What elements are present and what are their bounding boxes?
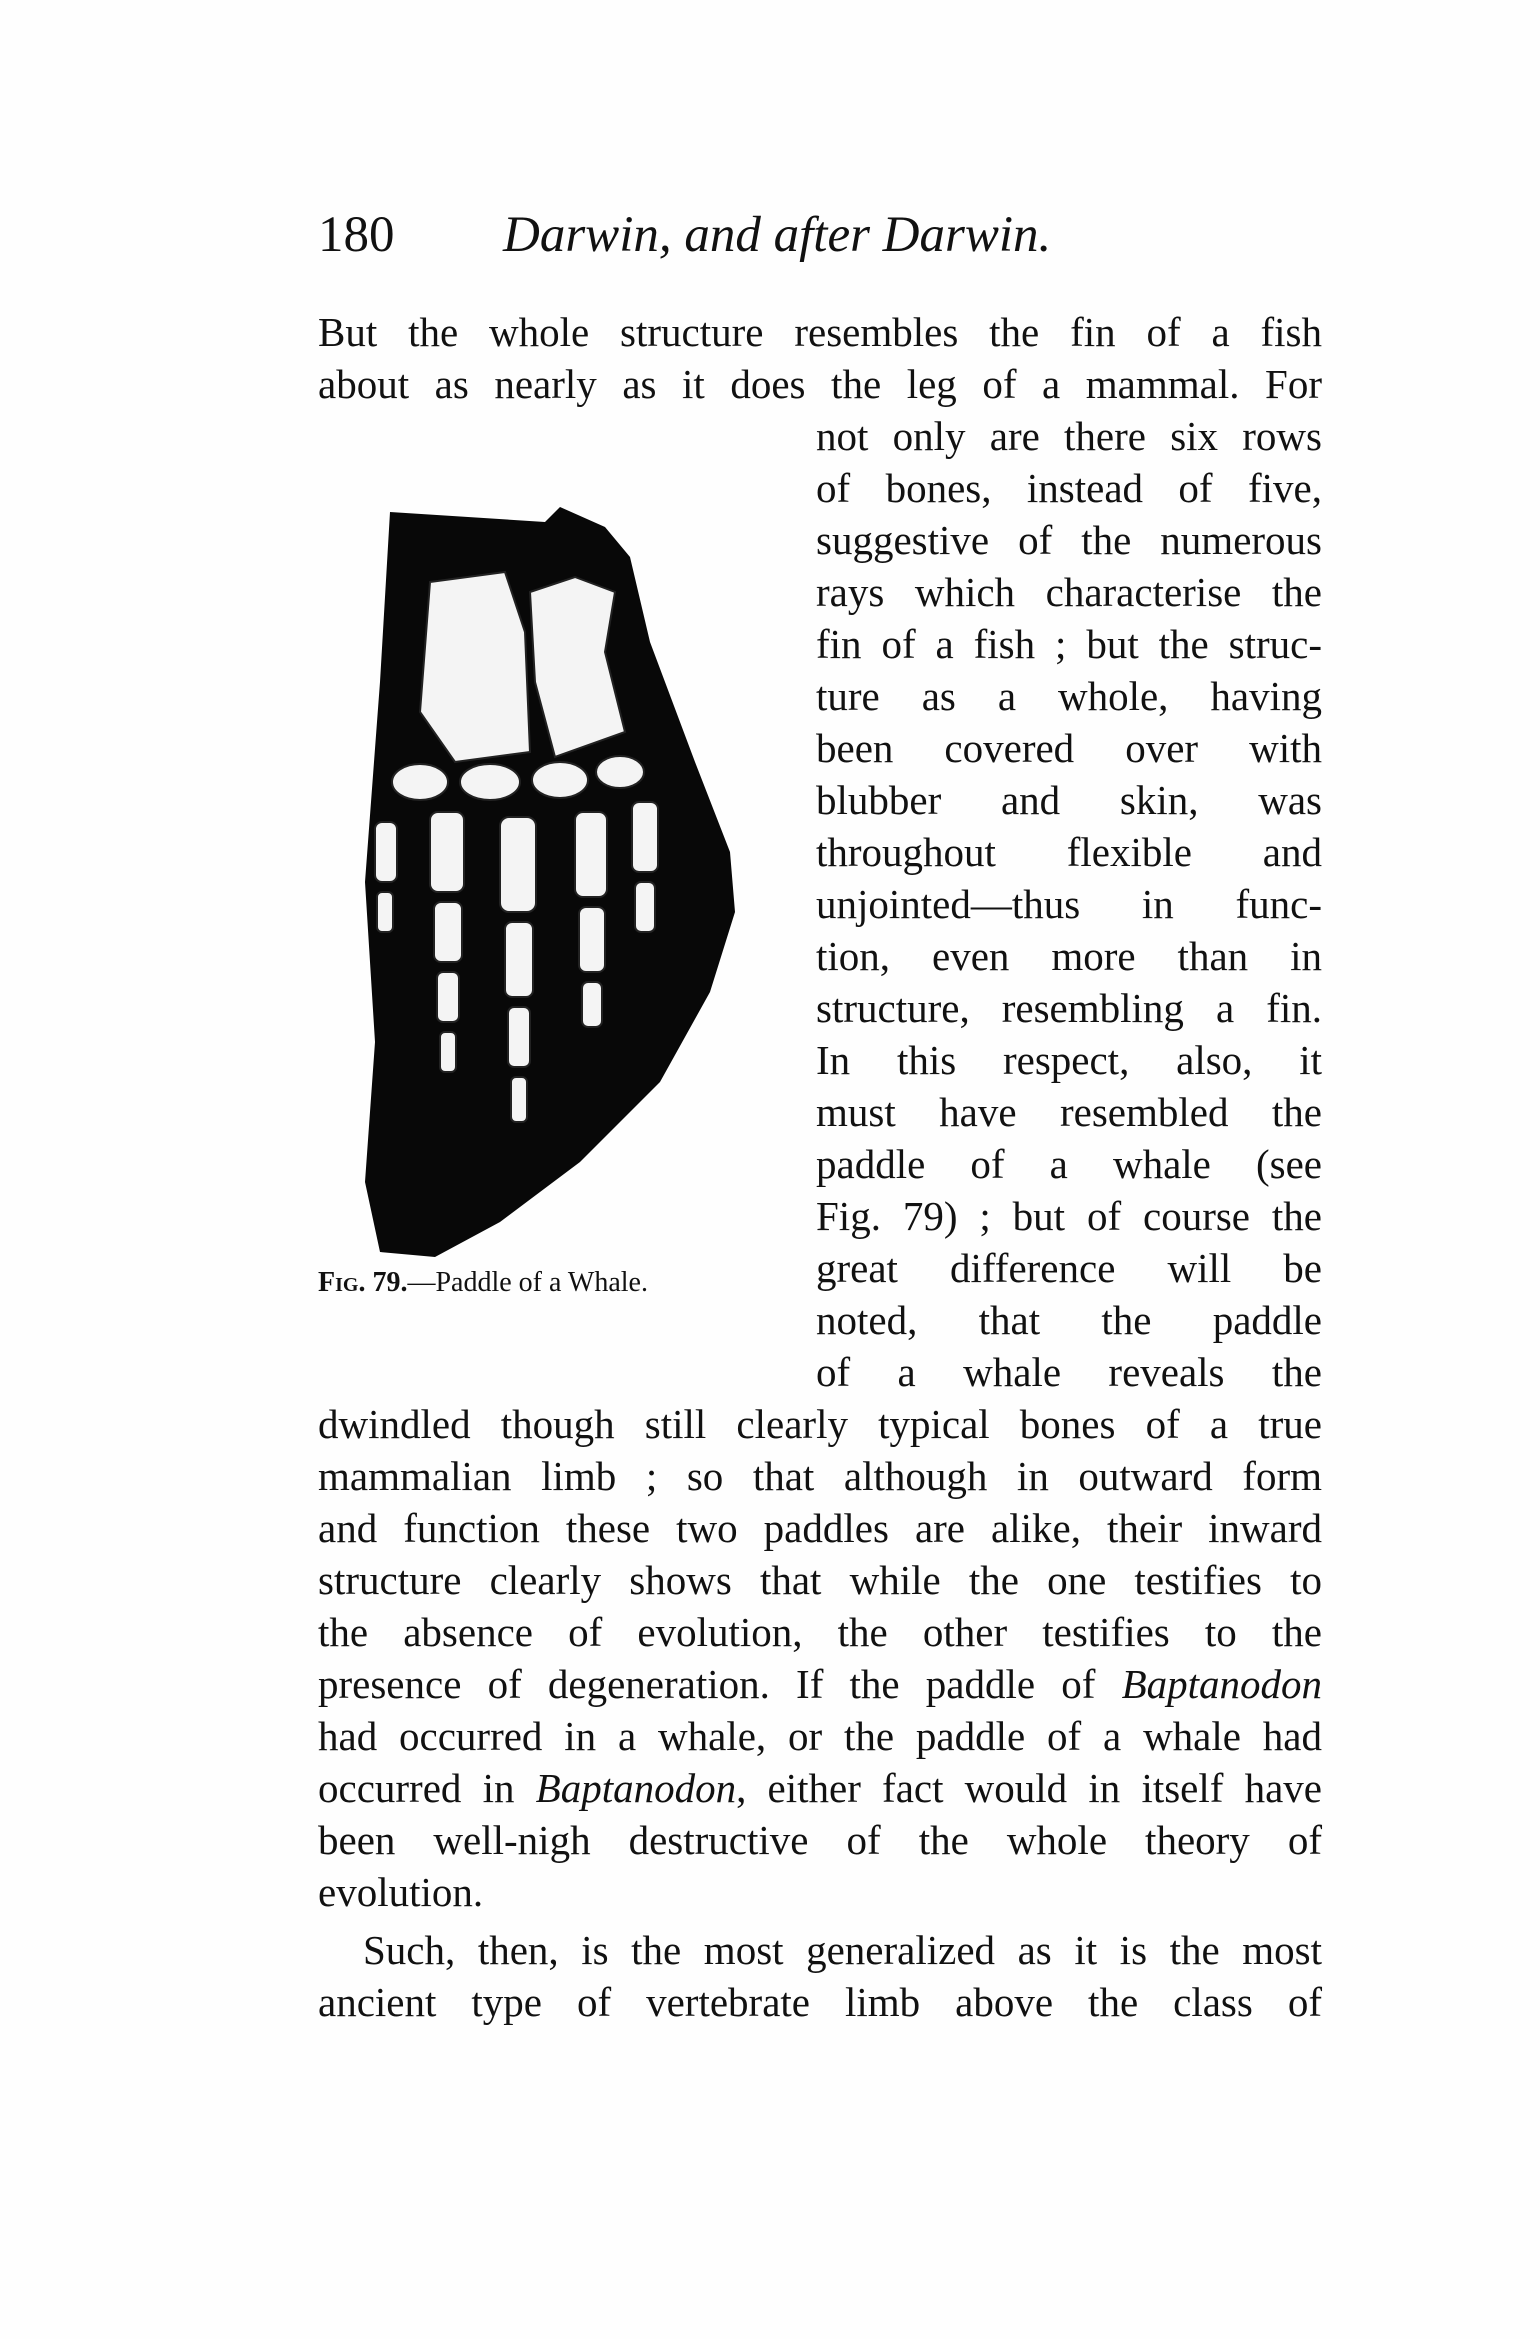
text-line: dwindled though still clearly typical bones of a true — [318, 1401, 1322, 1447]
text-line: mammalian limb ; so that although in outward form — [318, 1453, 1322, 1499]
text-line: evolution. — [318, 1869, 484, 1915]
text-line: presence of degeneration. If the paddle of Baptanodon — [318, 1661, 1322, 1707]
text-line: of a whale reveals the — [816, 1349, 1322, 1395]
text-line: been covered over with — [816, 725, 1322, 771]
running-header — [318, 205, 1328, 265]
text-line: been well-nigh destructive of the whole theory of — [318, 1817, 1322, 1863]
figure-number: Fig. 79. — [318, 1267, 408, 1298]
text-line: ture as a whole, having — [816, 673, 1322, 719]
text-line: had occurred in a whale, or the paddle of a whale had — [318, 1713, 1322, 1759]
text-line: rays which characterise the — [816, 569, 1322, 615]
text-line: But the whole structure resembles the fin of a fish — [318, 309, 1322, 355]
page-number: 180 — [318, 207, 395, 263]
text-line: tion, even more than in — [816, 933, 1322, 979]
text-line: great difference will be — [816, 1245, 1322, 1291]
text-line: of bones, instead of five, — [816, 465, 1322, 511]
text-line: suggestive of the numerous — [816, 517, 1322, 563]
text-line: structure, resembling a fin. — [816, 985, 1322, 1031]
text-line: In this respect, also, it — [816, 1037, 1322, 1083]
figure-caption-text: —Paddle of a Whale. — [407, 1267, 648, 1298]
text-line: ancient type of vertebrate limb above the class of — [318, 1979, 1322, 2025]
text-line: Fig. 79) ; but of course the — [816, 1193, 1322, 1239]
text-line: the absence of evolution, the other testifies to the — [318, 1609, 1322, 1655]
text-line: blubber and skin, was — [816, 777, 1322, 823]
text-line: Such, then, is the most generalized as it is the most — [363, 1927, 1322, 1973]
text-line: must have resembled the — [816, 1089, 1322, 1135]
text-line: unjointed—thus in func- — [816, 881, 1322, 927]
whale-paddle-illustration — [360, 482, 780, 1257]
text-line: throughout flexible and — [816, 829, 1322, 875]
text-line: structure clearly shows that while the one testifies to — [318, 1557, 1322, 1603]
text-line: paddle of a whale (see — [816, 1141, 1322, 1187]
figure-caption — [318, 1265, 778, 1301]
text-line: occurred in Baptanodon, either fact would in itself have — [318, 1765, 1322, 1811]
text-line: noted, that the paddle — [816, 1297, 1322, 1343]
text-line: about as nearly as it does the leg of a mammal. For — [318, 361, 1322, 407]
text-line: not only are there six rows — [816, 413, 1322, 459]
text-line: and function these two paddles are alike, their inward — [318, 1505, 1322, 1551]
running-title: Darwin, and after Darwin. — [503, 207, 1052, 263]
text-line: fin of a fish ; but the struc- — [816, 621, 1322, 667]
